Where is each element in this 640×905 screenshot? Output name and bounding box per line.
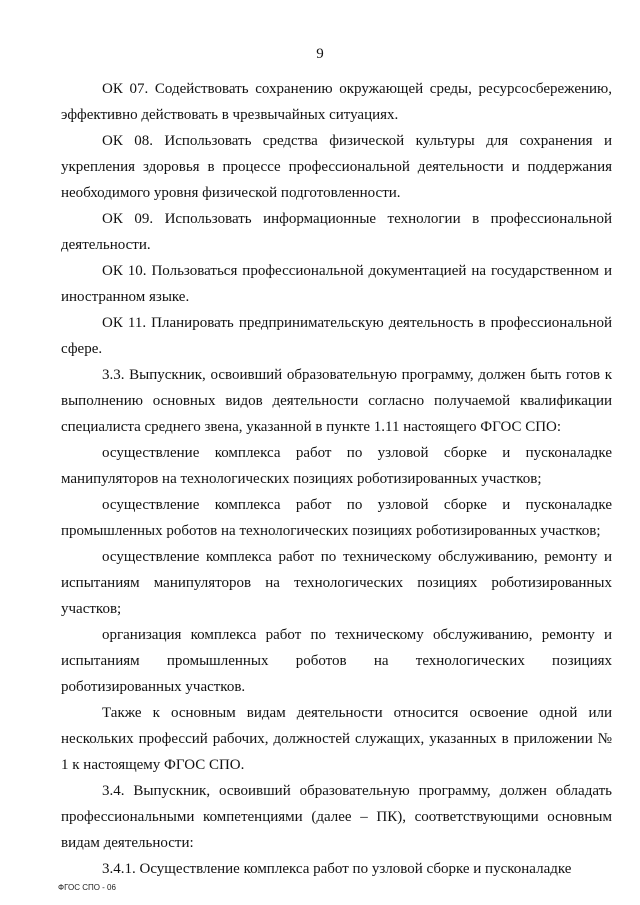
paragraph-ok-07: ОК 07. Содействовать сохранению окружающей среды, ресурсосбережению, эффективно действовать в чрезвычайных ситуациях. [61,81,612,123]
list-item-activity-4: организация комплекса работ по техническому обслуживанию, ремонту и испытаниям промышленных роботов на технологических позициях роботизированных участков. [61,627,612,695]
paragraph-ok-08: ОК 08. Использовать средства физической культуры для сохранения и укрепления здоровья в процессе профессиональной деятельности и поддержания необходимого уровня физической подготовленности. [61,133,612,201]
paragraph-ok-09: ОК 09. Использовать информационные технологии в профессиональной деятельности. [61,211,612,253]
document-body [61,76,612,882]
footer-doc-code: ФГОС СПО - 06 [58,883,116,892]
page-number: 9 [316,46,324,62]
paragraph-3-4: 3.4. Выпускник, освоивший образовательную программу, должен обладать профессиональными компетенциями (далее – ПК), соответствующими основным видам деятельности: [61,783,612,851]
paragraph-ok-10: ОК 10. Пользоваться профессиональной документацией на государственном и иностранном языке. [61,263,612,305]
paragraph-additional-activities: Также к основным видам деятельности относится освоение одной или нескольких профессий рабочих, должностей служащих, указанных в приложении № 1 к настоящему ФГОС СПО. [61,705,612,773]
paragraph-3-3: 3.3. Выпускник, освоивший образовательную программу, должен быть готов к выполнению основных видов деятельности согласно получаемой квалификации специалиста среднего звена, указанной в пункте 1.11 настоящего ФГОС СПО: [61,367,612,435]
list-item-activity-2: осуществление комплекса работ по узловой сборке и пусконаладке промышленных роботов на технологических позициях роботизированных участков; [61,497,612,539]
paragraph-ok-11: ОК 11. Планировать предпринимательскую деятельность в профессиональной сфере. [61,315,612,357]
paragraph-3-4-1: 3.4.1. Осуществление комплекса работ по узловой сборке и пусконаладке [102,861,572,877]
list-item-activity-3: осуществление комплекса работ по техническому обслуживанию, ремонту и испытаниям манипуляторов на технологических позициях роботизированных участков; [61,549,612,617]
list-item-activity-1: осуществление комплекса работ по узловой сборке и пусконаладке манипуляторов на технологических позициях роботизированных участков; [61,445,612,487]
